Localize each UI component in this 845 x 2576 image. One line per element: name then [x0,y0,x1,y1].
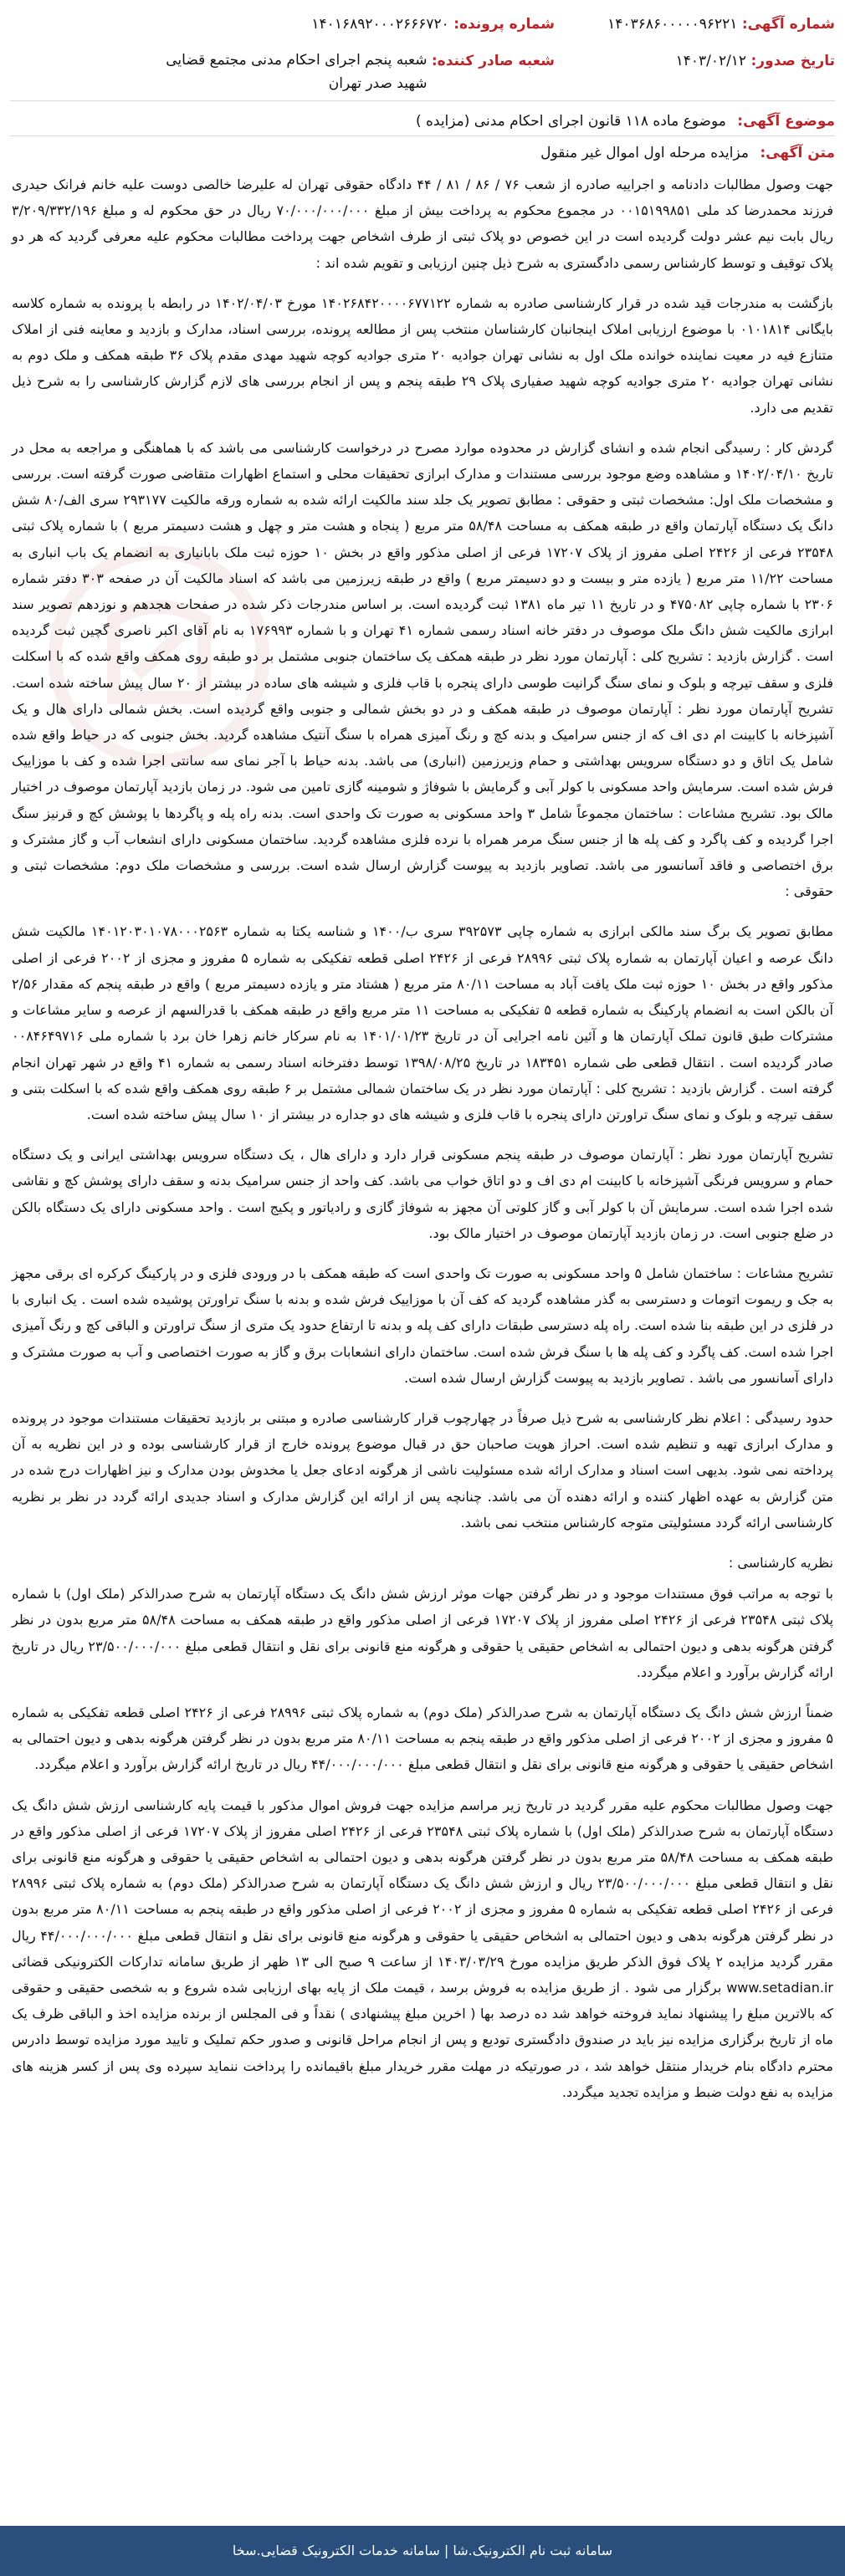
body-paragraph: جهت وصول مطالبات محکوم علیه مقرر گردید در تاریخ زیر مراسم مزایده جهت فروش اموال مذکور با قیمت پایه کارشناسی ارزش شش دانگ یک دستگاه آپارتمان به شرح صدرالذکر (ملک اول) با شماره پلاک ثبتی ۲۳۵۴۸ فرعی از ۲۴۲۶ اصلی مفروز از پلاک ۱۷۲۰۷ فرعی از اصلی مذکور واقع در طبقه همکف به مساحت ۵۸/۴۸ متر مربع بدون در نظر گرفتن هرگونه بدهی و دیون احتمالی به اشخاص حقیقی یا حقوقی و هرگونه منع قانونی برای نقل و انتقال قطعی مبلغ ۲۳/۵۰۰/۰۰۰/۰۰۰ ریال و ارزش شش دانگ یک دستگاه آپارتمان به شرح صدرالذکر (ملک دوم) به شماره پلاک ثبتی ۲۸۹۹۶ فرعی از ۲۴۲۶ اصلی قطعه تفکیکی به شماره ۵ مفروز و مجزی از ۲۰۰۲ فرعی از اصلی مذکور واقع در طبقه پنجم به مساحت ۸۰/۱۱ متر مربع بدون در نظر گرفتن هرگونه بدهی و دیون احتمالی به اشخاص حقیقی یا حقوقی و هرگونه منع قانونی برای نقل و انتقال قطعی مبلغ ۴۴/۰۰۰/۰۰۰/۰۰۰ ریال مقرر گردید مزایده ۲ پلاک فوق الذکر طریق مزایده مورخ ۱۴۰۳/۰۳/۲۹ از ساعت ۹ صبح الی ۱۳ ظهر از طریق سامانه تدارکات الکترونیکی قضائی www.setadian.ir برگزار می شود . از طریق مزایده به فروش برسد ، قیمت ملک از پایه بهای ارزیابی شده شروع و به شخصی حقیقی و حقوقی که بالاترین مبلغ را پیشنهاد نماید فروخته خواهد شد ده درصد بها ( اخرین مبلغ پیشنهادی ) نقداً و فی المجلس از برنده مزایده اخذ و الباقی ظرف یک ماه از تاریخ برگزاری مزایده نیز باید در صندوق دادگستری تودیع و پس از انجام مراحل قانونی و صدور حکم تملیک و تایید مورد مزایده توسط دادرس محترم دادگاه بنام خریدار منتقل خواهد شد ، در صورتیکه در مهلت مقرر خریدار مبلغ باقیمانده را پرداخت ننماید سپرده وی پس از کسر هزینه های مزایده به نفع دولت ضبط و مزایده تجدید میگردد. [12,1797,834,2100]
body-paragraph: جهت وصول مطالبات دادنامه و اجراییه صادره از شعب ۷۶ / ۸۶ / ۸۱ / ۴۴ دادگاه حقوقی تهران له علیرضا خالصی دوست علیه خانم فرانک حیدری فرزند محمدرضا کد ملی ۰۰۱۵۱۹۹۸۵۱ در مجموع محکوم به پرداخت بیش از مبلغ ۷۰/۰۰۰/۰۰۰/۰۰۰ ریال در حق محکوم له و مبلغ ۳/۲۰۹/۳۳۲/۱۹۶ ریال بابت نیم عشر دولت گردیده است در این خصوص دو پلاک ثبتی از طرف اشخاص جهت پرداخت مطالبات محکوم علیه معرفی گردید که هر دو پلاک توقیف و توسط کارشناس رسمی دادگستری به شرح ذیل چنین ارزیابی و تقویم شده اند : [12,176,834,271]
subject-label: موضوع آگهی: [737,113,835,130]
subject-value: موضوع ماده ۱۱۸ قانون اجرای احکام مدنی (مزایده ) [415,113,726,130]
divider [10,135,835,136]
header-row-2 [10,49,835,95]
body-paragraph: با توجه به مراتب فوق مستندات موجود و در نظر گرفتن جهات موثر ارزش شش دانگ یک دستگاه آپارتمان به شرح صدرالذکر (ملک اول) با شماره پلاک ثبتی ۲۳۵۴۸ فرعی از ۲۴۲۶ اصلی مفروز از پلاک ۱۷۲۰۷ فرعی از اصلی مذکور واقع در طبقه همکف به مساحت ۵۸/۴۸ متر مربع بدون در نظر گرفتن هرگونه بدهی و دیون احتمالی به اشخاص حقیقی یا حقوقی و هرگونه منع قانونی برای نقل و انتقال قطعی مبلغ ۲۳/۵۰۰/۰۰۰/۰۰۰ ریال در تاریخ ارائه گزارش برآورد و اعلام میگردد. [12,1586,834,1680]
expert-opinion-heading: نظریه کارشناسی : [728,1554,833,1571]
text-heading [12,141,835,166]
body-paragraph: تشریح آپارتمان مورد نظر : آپارتمان موصوف در طبقه پنجم مسکونی قرار دارد و دارای هال ، یک دستگاه سرویس بهداشتی ایرانی و یک دستگاه حمام و سرویس فرنگی آشپزخانه با کابینت ام دی اف و دو اتاق خواب می باشد. کف واحد از جنس سرامیک بدنه و سقف دارای پوشش کچ و نقاشی شده اجرا شده است. سرمایش آن با کولر آبی و گاز کلوتی آن مجهز به شوفاژ گازی و رادیاتور و پکیج است . واحد مسکونی دارای یک دستگاه بالکن در ضلع جنوبی است. در زمان بازدید آپارتمان موصوف در اختیار مالک بود. [12,1147,833,1241]
issuing-branch [151,49,555,95]
text-heading-value: مزایده مرحله اول اموال غیر منقول [540,145,749,161]
body-paragraph: ضمناً ارزش شش دانگ یک دستگاه آپارتمان به شرح صدرالذکر (ملک دوم) به شماره پلاک ثبتی ۲۸۹۹۶ فرعی از ۲۴۲۶ اصلی قطعه تفکیکی به شماره ۵ مفروز و مجزی از ۲۰۰۲ فرعی از اصلی مذکور واقع در طبقه پنجم به مساحت ۸۰/۱۱ متر مربع بدون در نظر گرفتن هرگونه بدهی و دیون احتمالی به اشخاص حقیقی یا حقوقی و هرگونه منع قانونی برای نقل و انتقال قطعی مبلغ ۴۴/۰۰۰/۰۰۰/۰۰۰ ریال در تاریخ ارائه گزارش برآورد و اعلام میگردد. [12,1704,834,1773]
body-paragraph: بازگشت به مندرجات قید شده در قرار کارشناسی صادره به شماره ۱۴۰۲۶۸۴۲۰۰۰۰۶۷۷۱۲۲ مورخ ۱۴۰۲/۰۴/۰۳ در رابطه با پرونده به شماره کلاسه بایگانی ۰۱۰۱۸۱۴ با موضوع ارزیابی املاک اینجانبان کارشناسان منتخب پس از مطالعه پرونده، بررسی اسناد، مدارک و بازدید و معاینه فنی از املاک متنازع فیه در معیت نماینده خوانده ملک اول به نشانی تهران جواديه ۲۰ متری جواديه کوچه شهید مهدی مقدم پلاک ۳۶ طبقه همکف و ملک دوم به نشانی تهران جواديه ۲۰ متری جواديه کوچه شهید صفیاری پلاک ۲۹ طبقه پنجم و پس از انجام بررسی های لازم گزارش کارشناسی را به شرح ذیل تقدیم می دارد. [12,294,834,416]
case-number-value: ۱۴۰۱۶۸۹۲۰۰۰۲۶۶۶۷۲۰ [311,16,449,33]
text-heading-label: متن آگهی: [760,145,835,161]
announcement-body [12,171,833,2119]
issue-date [676,49,835,74]
issue-date-label: تاریخ صدور: [750,53,835,69]
announcement-header [0,0,845,92]
body-paragraph: تشریح مشاعات : ساختمان شامل ۵ واحد مسکونی به صورت تک واحدی است که طبقه همکف با در ورودی فلزی و در پارکینگ کرکره ای برقی مجهز به جک و ریموت اتومات و دسترسی به گذر مشاهده گردید که کف آن با موزاییک فرش شده و بدنه با سنگ تراورتن پوشیده شده است . یک انباری با در فلزی در این طبقه بنا شده است. راه پله دسترسی طبقات دارای کف پله و بدنه تا ارتفاع حدود یک متری از سنگ تراورتن و الباقی کچ و رنگ آمیزی اجرا شده است. کف پاگرد و کف پله ها با سنگ فرش شده است. ساختمان دارای انشعابات برق و گاز به صورت اختصاصی و آب به صورت مشترک و دارای آسانسور می باشد . تصاویر بازدید به پیوست گزارش ارسال شده است. [12,1265,833,1386]
issuing-branch-label: شعبه صادر کننده: [431,53,555,69]
footer-bar [0,2526,845,2576]
issue-date-value: ۱۴۰۳/۰۲/۱۲ [675,53,747,69]
case-number-label: شماره پرونده: [453,16,555,33]
footer-text: سامانه ثبت نام الکترونیک.شا | سامانه خدمات الکترونیک قضایی.سخا [232,2543,613,2558]
header-row-1 [10,12,835,37]
ad-number-value: ۱۴۰۳۶۸۶۰۰۰۰۰۹۶۲۲۱ [607,16,738,33]
subject-line [12,109,835,134]
divider [10,100,835,101]
ad-number [607,12,835,37]
issuing-branch-value: شعبه پنجم اجرای احکام مدنی مجتمع قضایی شهید صدر تهران [166,52,428,92]
body-paragraph: مطابق تصویر یک برگ سند مالکی ابرازی به شماره چاپی ۳۹۲۵۷۳ سری ب/۱۴۰۰ و شناسه یکتا به شماره ۱۴۰۱۲۰۳۰۱۰۷۸۰۰۰۲۵۶۳ مالکیت شش دانگ عرصه و اعیان آپارتمان به شماره پلاک ثبتی ۲۸۹۹۶ فرعی از ۲۴۲۶ اصلی قطعه تفکیکی به شماره ۵ مفروز و مجزی از ۲۰۰۲ فرعی از اصلی مذکور واقع در بخش ۱۰ حوزه ثبت ملک یافت آباد به مساحت ۸۰/۱۱ متر مربع ( هشتاد متر و یازده دسیمتر مربع ) واقع در طبقه پنجم که مقدار ۲/۵۶ آن بالکن است به انضمام پارکینگ به شماره قطعه ۵ تفکیکی به مساحت ۱۱ متر مربع واقع در طبقه همکف با قدرالسهم از عرصه و سایر مشاعات و مشترکات طبق قانون تملک آپارتمان ها و آئین نامه اجرایی آن در تاریخ ۱۴۰۱/۰۱/۲۳ به نام سرکار خانم زهرا خان برد با شماره ملی ۰۰۸۴۶۴۹۷۱۶ صادر گردیده است . انتقال قطعی طی شماره ۱۸۳۴۵۱ در تاریخ ۱۳۹۸/۰۸/۲۵ توسط دفترخانه اسناد رسمی به شماره ۴۱ واقع در شهر تهران انجام گرفته است . گزارش بازدید : تشریح کلی : آپارتمان مورد نظر در یک ساختمان شمالی مشتمل بر ۶ طبقه روی همکف واقع شده که با اسکلت بتنی و سقف تیرچه و بلوک و نمای سنگ تراورتن دارای پنجره با قاب فلزی و شیشه های دو جداره در بیشتر از ۱۰ سال پیش ساخته شده است. [12,923,834,1122]
ad-number-label: شماره آگهی: [741,16,835,33]
body-paragraph: حدود رسیدگی : اعلام نظر کارشناسی به شرح ذیل صرفاً در چهارچوب قرار کارشناسی صادره و مبتنی بر بازدید تحقیقات مستندات موجود در پرونده و مدارک ابرازی تهیه و تنظیم شده است. احراز هویت صاحبان حق در قبال موضوع پرونده خارج از قرار کارشناسی بوده و در این نظریه به آن پرداخته نمی شود. بدیهی است اسناد و مدارک ارائه شده مسئولیت ناشی از هرگونه ادعای جعل یا مخدوش بودن مدارک و نیز اظهارات درج شده در متن گزارش به عهده اظهار کننده و ارائه دهنده آن می باشد. چنانچه پس از ارائه این گزارش مدارک و اسناد جدیدی ارائه گردد در نظر بر نظریه کارشناسی ارائه گردد مسئولیتی متوجه کارشناس منتخب نمی باشد. [12,1409,833,1531]
body-paragraph: گردش کار : رسیدگی انجام شده و انشای گزارش در محدوده موارد مصرح در درخواست کارشناسی می باشد که با هماهنگی و مراجعه به محل در تاریخ ۱۴۰۲/۰۴/۱۰ و مشاهده وضع موجود بررسی مستندات و مدارک ابرازی تحقیقات محلی و استماع اظهارات متقاضی صورت گرفته است. بررسی و مشخصات ملک اول: مشخصات ثبتی و حقوقی : مطابق تصویر یک جلد سند مالکیت ارائه شده به شماره ورقه مالکیت ۲۹۳۱۷۷ سری الف/۸۰ شش دانگ یک دستگاه آپارتمان واقع در طبقه همکف به مساحت ۵۸/۴۸ متر مربع ( پنجاه و هشت متر و چهل و هشت دسیمتر مربع ) با شماره پلاک ثبتی ۲۳۵۴۸ فرعی از ۲۴۲۶ اصلی مفروز از پلاک ۱۷۲۰۷ فرعی از اصلی مذکور واقع در بخش ۱۰ حوزه ثبت ملک بابانیاری به انضمام یک باب انباری به مساحت ۱۱/۲۲ متر مربع ( یازده متر و بیست و دو دسیمتر مربع ) واقع در طبقه زیرزمین می باشد که اسناد مالکیت آن در صفحه ۳۰۳ دفتر شماره ۲۳۰۶ با شماره چاپی ۴۷۵۰۸۲ و در تاریخ ۱۱ تیر ماه ۱۳۸۱ ثبت گردیده است. بر اساس مندرجات ذکر شده در صفحات هجدهم و نوزدهم تصویر سند ابرازی مالکیت شش دانگ ملک موصوف در دفتر خانه اسناد رسمی شماره ۴۱ تهران و با شماره ۱۷۶۹۹۳ به نام آقای اکبر ناصری گچین ثبت گردیده است . گزارش بازدید : تشریح کلی : آپارتمان مورد نظر در طبقه همکف یک ساختمان جنوبی مشتمل بر دو طبقه روی همکف واقع شده که با اسکلت فلزی و سقف تیرچه و بلوک و نمای سنگ گرانیت طوسی دارای پنجره با قاب فلزی و شیشه های ساده در بیشتر از ۲۰ سال پیش ساخته شده است. تشریح آپارتمان مورد نظر : آپارتمان موصوف در طبقه همکف و در دو بخش شمالی و جنوبی واقع گردیده است. بخش شمالی دارای هال و یک آشپزخانه با کابینت ام دی اف که از جنس سرامیک و بدنه کچ و رنگ آمیزی همراه با سنگ آنتیک مشاهده گردید. بخش جنوبی که در حیاط واقع شده شامل یک اتاق و دو دستگاه سرویس بهداشتی و حمام وزیرزمین (انباری) می باشد. بدنه حیاط با آجر نمای سه سانتی اجرا شده و کف با موزاییک فرش شده است. سرمایش واحد مسکونی با کولر آبی و گرمایش با شوفاژ و شومینه گازی تامین می شود. در زمان بازدید آپارتمان موصوف در اختیار مالک بود. تشریح مشاعات : ساختمان مجموعاً شامل ۳ واحد مسکونی به صورت تک واحدی است. بدنه راه پله و پاگردها با پوشش کچ و قرنیز سنگ اجرا گردیده و کف پاگرد و کف پله ها از جنس سنگ مرمر همراه با نرده فلزی مشاهده گردید. ساختمان مسکونی دارای انشعاب آب و گاز مشترک و برق اختصاصی و فاقد آسانسور می باشد. تصاویر بازدید به پیوست گزارش ارسال شده است. بررسی و مشخصات ملک دوم: مشخصات ثبتی و حقوقی : [12,439,834,900]
case-number [311,12,555,37]
